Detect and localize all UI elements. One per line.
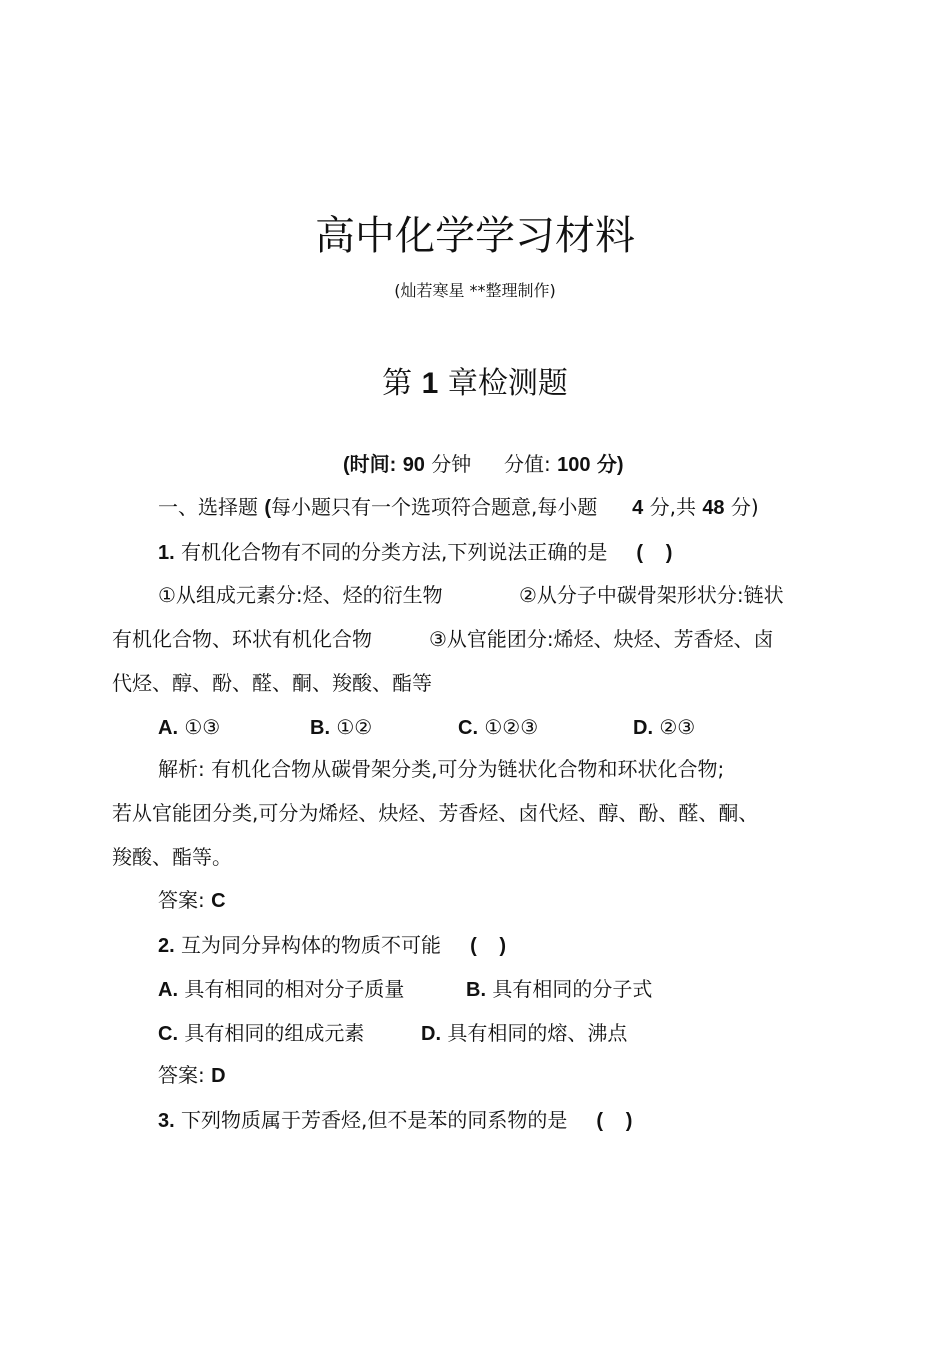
question-1-statement-2-cont: 有机化合物、环状有机化合物 [112,627,372,651]
question-1-paren-close: ) [665,542,673,564]
question-1-text: 有机化合物有不同的分类方法,下列说法正确的是 [181,540,608,564]
question-3-stem [158,1108,632,1133]
score-unit: 分) [596,454,624,476]
option-c-label: C. [458,717,478,739]
document-title: 高中化学学习材料 [315,213,635,259]
option-a-text: 具有相同的相对分子质量 [184,977,405,1001]
question-2-option-b [466,977,652,1002]
question-2-paren-close: ) [499,935,507,957]
option-d-text: ②③ [659,715,696,739]
question-3-text: 下列物质属于芳香烃,但不是苯的同系物的是 [181,1108,568,1132]
question-1-option-d [633,715,695,740]
option-d-text: 具有相同的熔、沸点 [447,1021,628,1045]
section-total: 48 [702,497,725,519]
question-2-option-a [158,977,404,1002]
question-2-option-d [421,1021,627,1046]
question-1-paren-open: ( [636,542,644,564]
answer-label: 答案: [158,1063,205,1087]
chapter-prefix: 第 [382,366,413,401]
answer-value: D [211,1065,226,1087]
question-1-option-a [158,715,220,740]
question-1-analysis-line-3: 羧酸、酯等。 [112,845,232,869]
question-1-analysis-line-1: 解析: 有机化合物从碳骨架分类,可分为链状化合物和环状化合物; [158,757,725,781]
exam-meta [343,452,624,477]
question-2-text: 互为同分异构体的物质不可能 [181,933,442,957]
section-heading [158,495,759,520]
question-2-answer [158,1063,226,1088]
question-2-paren-open: ( [470,935,477,957]
option-c-text: 具有相同的组成元素 [184,1021,365,1045]
question-1-statement-1: ①从组成元素分:烃、烃的衍生物 [158,583,443,607]
question-1-number: 1. [158,542,175,564]
section-title: 一、选择题 [158,495,258,519]
question-1-statement-2: ②从分子中碳骨架形状分:链状 [519,583,784,607]
question-1-option-b [310,715,372,740]
option-d-label: D. [421,1023,441,1045]
question-3-number: 3. [158,1110,175,1132]
option-b-label: B. [310,717,330,739]
time-value: 90 [402,454,425,476]
question-3-paren-open: ( [596,1110,604,1132]
score-label: 分值: [504,452,551,476]
score-value: 100 [557,454,591,476]
option-b-text: 具有相同的分子式 [492,977,653,1001]
question-1-statement-3: ③从官能团分:烯烃、炔烃、芳香烃、卤 [429,627,774,651]
option-a-label: A. [158,979,178,1001]
answer-label: 答案: [158,888,205,912]
question-1-option-c [458,715,538,740]
question-1-statement-3-cont: 代烃、醇、酚、醛、酮、羧酸、酯等 [112,671,432,695]
question-2-stem [158,933,506,958]
section-note-open: ( [264,497,272,519]
option-c-text: ①②③ [484,715,539,739]
question-2-number: 2. [158,935,175,957]
question-2-option-c [158,1021,364,1046]
chapter-suffix: 章检测题 [447,366,568,401]
chapter-heading [0,364,950,404]
chapter-number: 1 [421,367,439,400]
option-a-text: ①③ [184,715,221,739]
question-3-paren-close: ) [625,1110,633,1132]
question-1-answer [158,888,226,913]
option-a-label: A. [158,717,178,739]
option-d-label: D. [633,717,653,739]
question-1-stem [158,540,672,565]
option-c-label: C. [158,1023,178,1045]
question-1-analysis-line-2: 若从官能团分类,可分为烯烃、炔烃、芳香烃、卤代烃、醇、酚、醛、酮、 [112,801,759,825]
section-points: 4 [632,497,644,519]
section-note-close: 分) [730,495,759,519]
option-b-text: ①② [336,715,373,739]
section-note-mid: 分,共 [649,495,696,519]
answer-value: C [211,890,226,912]
option-b-label: B. [466,979,486,1001]
document-subtitle: (灿若寒星 **整理制作) [394,281,556,300]
time-unit: 分钟 [431,452,472,476]
section-note: 每小题只有一个选项符合题意,每小题 [271,495,598,519]
time-label: (时间: [343,454,397,476]
